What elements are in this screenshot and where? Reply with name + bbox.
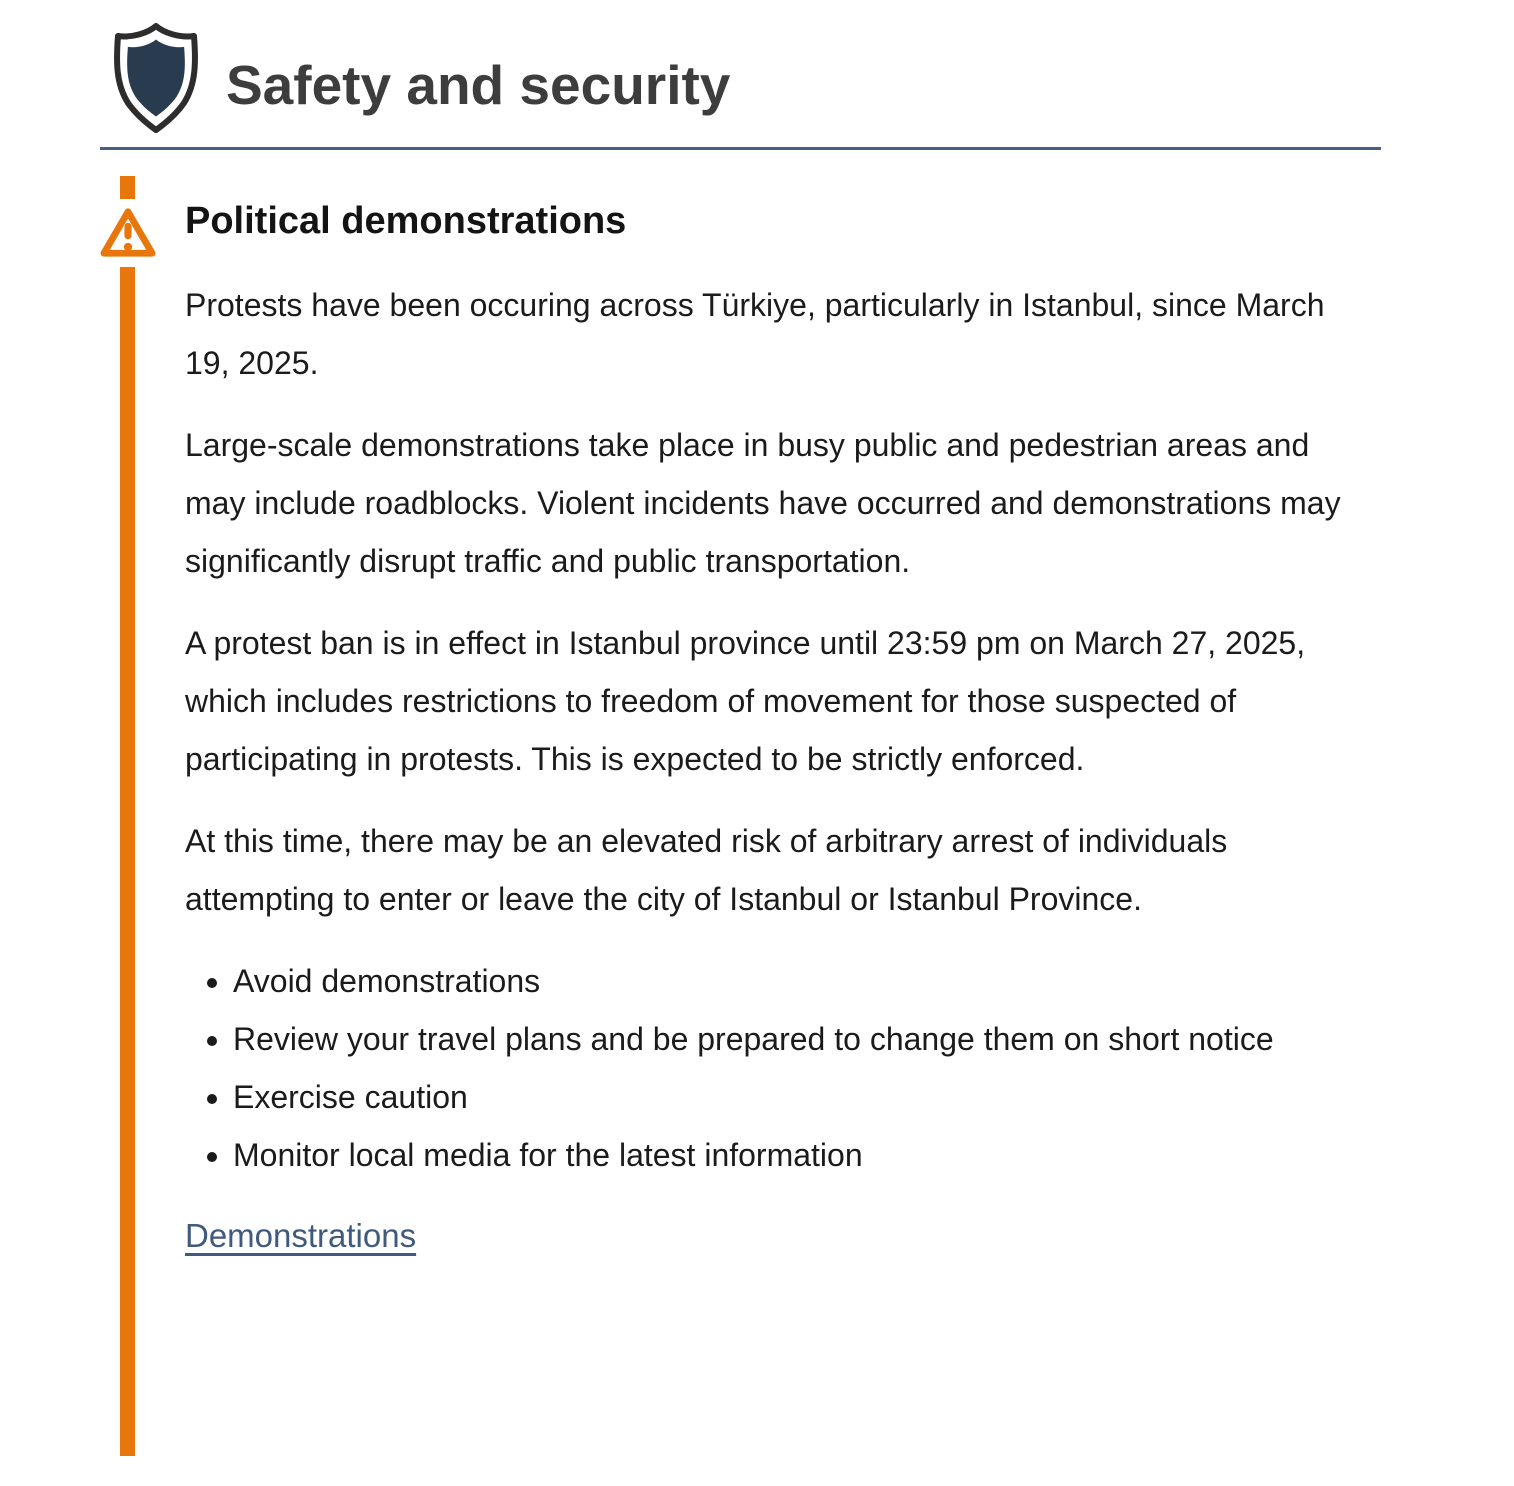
section-divider [100,147,1381,150]
shield-icon [106,20,206,136]
page-title: Safety and security [226,53,731,116]
advisory-paragraph-4: At this time, there may be an elevated risk of arbitrary arrest of individuals attempting to enter or leave the city of Istanbul or Istanbul Province. [185,822,1228,917]
list-item-monitor-local-media: • Monitor local media for the latest information [233,1126,1360,1184]
advisory-heading: Political demonstrations [185,200,627,242]
advisory-paragraph-3: A protest ban is in effect in Istanbul province until 23:59 pm on March 27, 2025, which includes restrictions to freedom of movement for those suspected of participating in protests. This is expected to be strictly enforced. [185,624,1306,777]
list-item-exercise-caution: • Exercise caution [233,1068,1360,1126]
demonstrations-link[interactable]: Demonstrations [185,1216,417,1254]
advisory-paragraph-2: Large-scale demonstrations take place in busy public and pedestrian areas and may include roadblocks. Violent incidents have occurred and demonstrations may significantly disrupt traffic and public transportation. [185,426,1341,579]
list-item-avoid-demonstrations: • Avoid demonstrations [233,952,1360,1010]
advisory-paragraph-1: Protests have been occuring across Türkiye, particularly in Istanbul, since March 19, 2025. [185,286,1325,381]
advisory-accent-bar [120,176,135,1456]
warning-triangle-icon [95,199,161,267]
recommendations-list [185,952,1360,1184]
advisory-content [185,198,1360,1255]
section-header [106,20,730,136]
list-item-review-travel-plans: • Review your travel plans and be prepared to change them on short notice [233,1010,1360,1068]
